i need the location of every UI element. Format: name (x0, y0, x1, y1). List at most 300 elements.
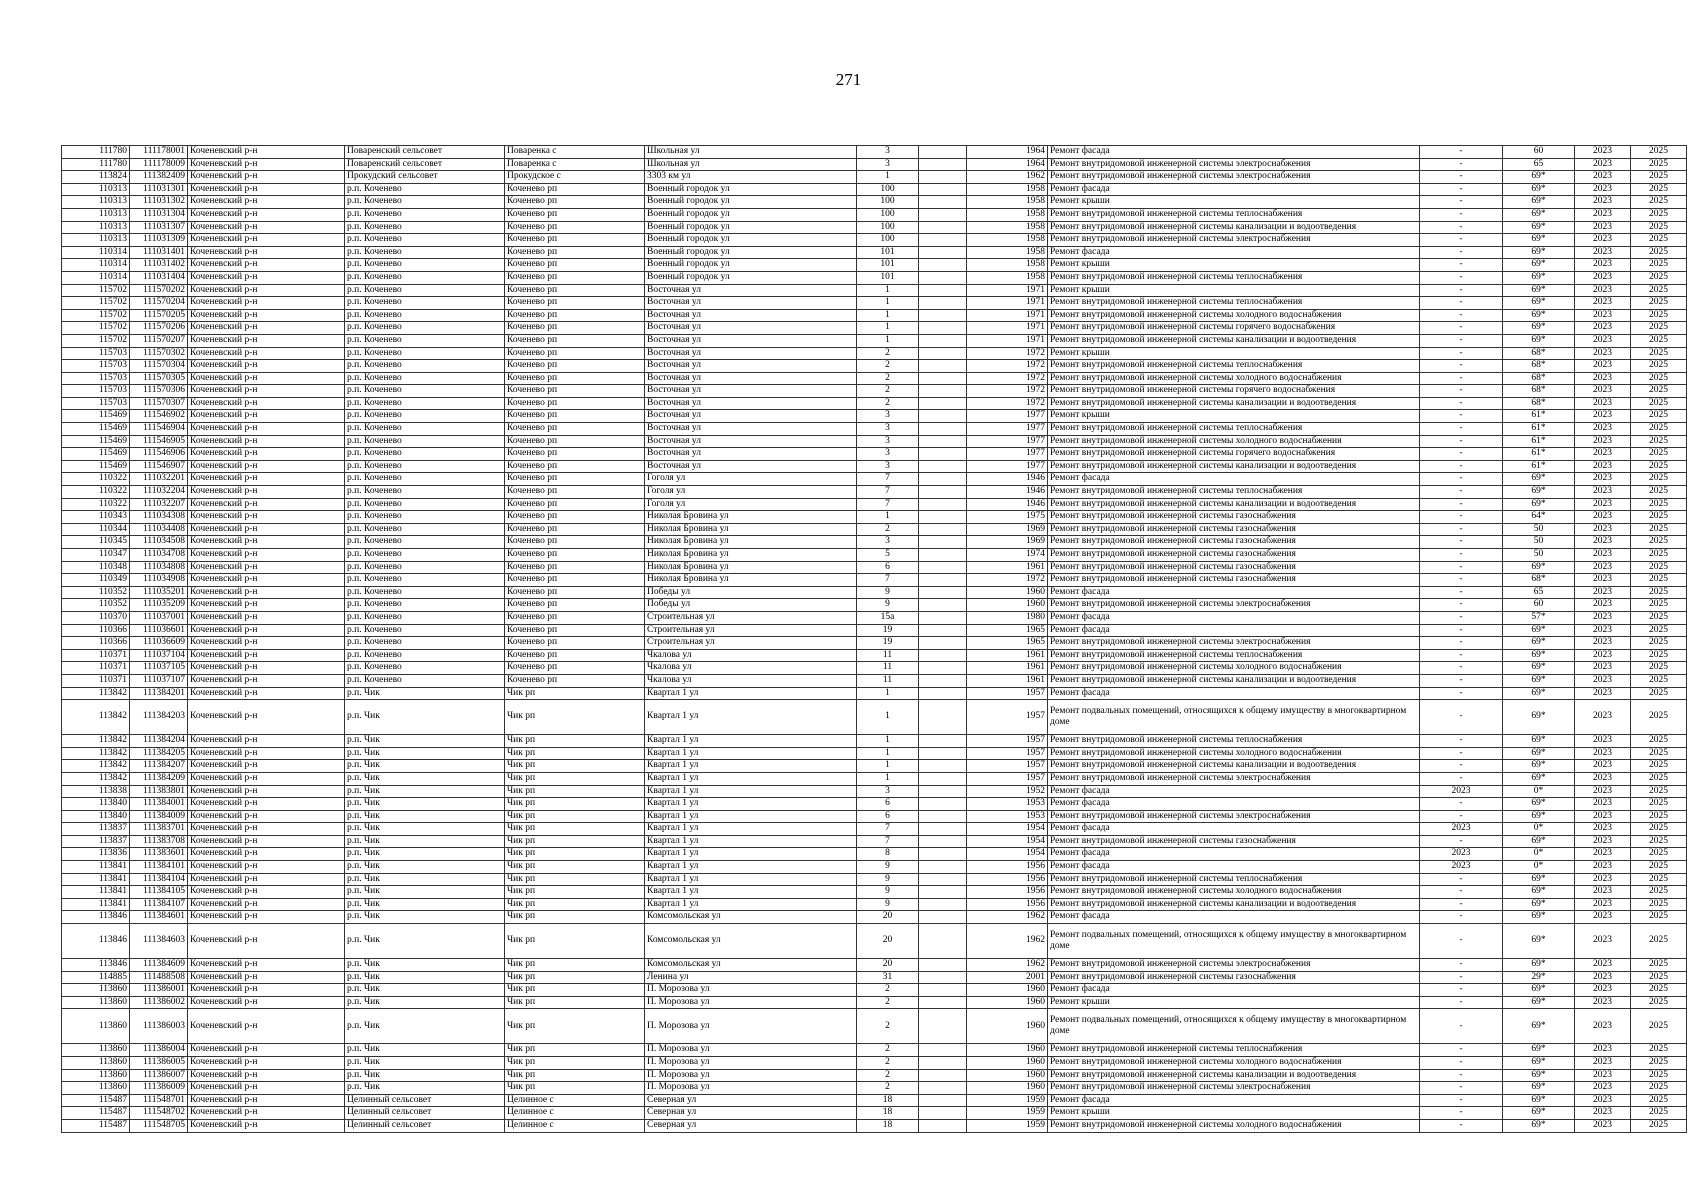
district-cell: Коченевский р-н (188, 536, 345, 549)
table-row (62, 498, 1687, 511)
settlement-cell: Коченево рп (505, 435, 645, 448)
municipality-cell: р.п. Чик (345, 1009, 505, 1044)
house-id-cell: 110347 (62, 549, 130, 562)
settlement-cell: Коченево рп (505, 599, 645, 612)
wear-percent-cell: 69* (1503, 1057, 1575, 1070)
start-year-cell: 2023 (1575, 637, 1631, 650)
work-type-cell: Ремонт внутридомовой инженерной системы канализации и водоотведения (1048, 898, 1420, 911)
building-cell (919, 700, 967, 735)
house-number-cell: 101 (857, 246, 919, 259)
house-number-cell: 101 (857, 259, 919, 272)
start-year-cell: 2023 (1575, 1009, 1631, 1044)
district-cell: Коченевский р-н (188, 785, 345, 798)
start-year-cell: 2023 (1575, 549, 1631, 562)
end-year-cell: 2025 (1631, 158, 1687, 171)
house-number-cell: 18 (857, 1094, 919, 1107)
house-number-cell: 2 (857, 1009, 919, 1044)
work-type-cell: Ремонт внутридомовой инженерной системы электроснабжения (1048, 772, 1420, 785)
building-cell (919, 473, 967, 486)
house-id-cell: 111780 (62, 158, 130, 171)
house-number-cell: 3 (857, 435, 919, 448)
record-id-cell: 111037105 (130, 662, 188, 675)
municipality-cell: р.п. Коченево (345, 599, 505, 612)
work-type-cell: Ремонт внутридомовой инженерной системы канализации и водоотведения (1048, 674, 1420, 687)
start-year-cell: 2023 (1575, 662, 1631, 675)
completed-year-cell: - (1420, 637, 1503, 650)
building-cell (919, 1082, 967, 1095)
wear-percent-cell: 69* (1503, 747, 1575, 760)
table-row (62, 873, 1687, 886)
record-id-cell: 111037001 (130, 611, 188, 624)
wear-percent-cell: 50 (1503, 523, 1575, 536)
year-built-cell: 1977 (967, 423, 1048, 436)
wear-percent-cell: 61* (1503, 448, 1575, 461)
house-number-cell: 2 (857, 1069, 919, 1082)
start-year-cell: 2023 (1575, 498, 1631, 511)
start-year-cell: 2023 (1575, 848, 1631, 861)
municipality-cell: р.п. Коченево (345, 410, 505, 423)
house-id-cell: 113841 (62, 873, 130, 886)
settlement-cell: Поваренка с (505, 158, 645, 171)
building-cell (919, 911, 967, 924)
record-id-cell: 111031304 (130, 208, 188, 221)
table-row (62, 1044, 1687, 1057)
building-cell (919, 624, 967, 637)
end-year-cell: 2025 (1631, 183, 1687, 196)
record-id-cell: 111032204 (130, 486, 188, 499)
year-built-cell: 1972 (967, 397, 1048, 410)
table-row (62, 1069, 1687, 1082)
year-built-cell: 1960 (967, 1044, 1048, 1057)
house-number-cell: 101 (857, 271, 919, 284)
work-type-cell: Ремонт внутридомовой инженерной системы горячего водоснабжения (1048, 385, 1420, 398)
wear-percent-cell: 69* (1503, 1044, 1575, 1057)
record-id-cell: 111035201 (130, 586, 188, 599)
wear-percent-cell: 68* (1503, 347, 1575, 360)
wear-percent-cell: 69* (1503, 284, 1575, 297)
year-built-cell: 1958 (967, 234, 1048, 247)
end-year-cell: 2025 (1631, 574, 1687, 587)
district-cell: Коченевский р-н (188, 760, 345, 773)
end-year-cell: 2025 (1631, 309, 1687, 322)
wear-percent-cell: 50 (1503, 549, 1575, 562)
street-cell: Строительная ул (645, 611, 857, 624)
municipality-cell: р.п. Чик (345, 798, 505, 811)
start-year-cell: 2023 (1575, 674, 1631, 687)
table-row (62, 397, 1687, 410)
start-year-cell: 2023 (1575, 1119, 1631, 1132)
wear-percent-cell: 69* (1503, 911, 1575, 924)
house-number-cell: 1 (857, 700, 919, 735)
building-cell (919, 171, 967, 184)
street-cell: Чкалова ул (645, 674, 857, 687)
record-id-cell: 111488508 (130, 971, 188, 984)
year-built-cell: 1954 (967, 848, 1048, 861)
municipality-cell: р.п. Чик (345, 772, 505, 785)
work-type-cell: Ремонт внутридомовой инженерной системы электроснабжения (1048, 959, 1420, 972)
municipality-cell: р.п. Чик (345, 835, 505, 848)
building-cell (919, 1057, 967, 1070)
table-row (62, 297, 1687, 310)
record-id-cell: 111570207 (130, 334, 188, 347)
district-cell: Коченевский р-н (188, 448, 345, 461)
wear-percent-cell: 69* (1503, 760, 1575, 773)
house-id-cell: 113860 (62, 1044, 130, 1057)
year-built-cell: 1960 (967, 996, 1048, 1009)
settlement-cell: Чик рп (505, 760, 645, 773)
district-cell: Коченевский р-н (188, 823, 345, 836)
table-row (62, 208, 1687, 221)
year-built-cell: 1960 (967, 1082, 1048, 1095)
work-type-cell: Ремонт внутридомовой инженерной системы электроснабжения (1048, 158, 1420, 171)
table-row (62, 523, 1687, 536)
wear-percent-cell: 65 (1503, 586, 1575, 599)
completed-year-cell: - (1420, 1082, 1503, 1095)
work-type-cell: Ремонт подвальных помещений, относящихся к общему имуществу в многоквартирном доме (1048, 924, 1420, 959)
building-cell (919, 511, 967, 524)
settlement-cell: Коченево рп (505, 624, 645, 637)
wear-percent-cell: 69* (1503, 835, 1575, 848)
district-cell: Коченевский р-н (188, 637, 345, 650)
year-built-cell: 1956 (967, 886, 1048, 899)
completed-year-cell: - (1420, 309, 1503, 322)
year-built-cell: 1957 (967, 772, 1048, 785)
district-cell: Коченевский р-н (188, 259, 345, 272)
completed-year-cell: - (1420, 959, 1503, 972)
building-cell (919, 246, 967, 259)
end-year-cell: 2025 (1631, 486, 1687, 499)
year-built-cell: 1953 (967, 810, 1048, 823)
street-cell: Восточная ул (645, 297, 857, 310)
table-row (62, 835, 1687, 848)
completed-year-cell: - (1420, 460, 1503, 473)
start-year-cell: 2023 (1575, 385, 1631, 398)
record-id-cell: 111546907 (130, 460, 188, 473)
completed-year-cell: - (1420, 196, 1503, 209)
end-year-cell: 2025 (1631, 785, 1687, 798)
district-cell: Коченевский р-н (188, 911, 345, 924)
district-cell: Коченевский р-н (188, 284, 345, 297)
table-row (62, 861, 1687, 874)
completed-year-cell: - (1420, 221, 1503, 234)
table-row (62, 372, 1687, 385)
house-id-cell: 113838 (62, 785, 130, 798)
house-number-cell: 9 (857, 586, 919, 599)
wear-percent-cell: 68* (1503, 397, 1575, 410)
end-year-cell: 2025 (1631, 674, 1687, 687)
district-cell: Коченевский р-н (188, 984, 345, 997)
record-id-cell: 111031402 (130, 259, 188, 272)
street-cell: Школьная ул (645, 146, 857, 159)
house-number-cell: 100 (857, 234, 919, 247)
house-number-cell: 3 (857, 423, 919, 436)
work-type-cell: Ремонт подвальных помещений, относящихся к общему имуществу в многоквартирном доме (1048, 700, 1420, 735)
completed-year-cell: - (1420, 798, 1503, 811)
record-id-cell: 111384101 (130, 861, 188, 874)
record-id-cell: 111383601 (130, 848, 188, 861)
completed-year-cell: - (1420, 549, 1503, 562)
year-built-cell: 1962 (967, 924, 1048, 959)
start-year-cell: 2023 (1575, 397, 1631, 410)
end-year-cell: 2025 (1631, 397, 1687, 410)
house-id-cell: 113840 (62, 798, 130, 811)
table-row (62, 700, 1687, 735)
house-number-cell: 7 (857, 473, 919, 486)
table-row (62, 984, 1687, 997)
settlement-cell: Целинное с (505, 1107, 645, 1120)
table-row (62, 911, 1687, 924)
work-type-cell: Ремонт внутридомовой инженерной системы горячего водоснабжения (1048, 448, 1420, 461)
record-id-cell: 111037104 (130, 649, 188, 662)
table-row (62, 687, 1687, 700)
end-year-cell: 2025 (1631, 1044, 1687, 1057)
wear-percent-cell: 50 (1503, 536, 1575, 549)
building-cell (919, 1107, 967, 1120)
end-year-cell: 2025 (1631, 410, 1687, 423)
table-row (62, 410, 1687, 423)
end-year-cell: 2025 (1631, 259, 1687, 272)
settlement-cell: Коченево рп (505, 549, 645, 562)
table-row (62, 284, 1687, 297)
street-cell: Военный городок ул (645, 259, 857, 272)
settlement-cell: Коченево рп (505, 309, 645, 322)
end-year-cell: 2025 (1631, 611, 1687, 624)
year-built-cell: 1972 (967, 360, 1048, 373)
work-type-cell: Ремонт внутридомовой инженерной системы холодного водоснабжения (1048, 1119, 1420, 1132)
end-year-cell: 2025 (1631, 599, 1687, 612)
municipality-cell: р.п. Коченево (345, 637, 505, 650)
wear-percent-cell: 69* (1503, 873, 1575, 886)
district-cell: Коченевский р-н (188, 309, 345, 322)
settlement-cell: Чик рп (505, 735, 645, 748)
wear-percent-cell: 69* (1503, 886, 1575, 899)
street-cell: Квартал 1 ул (645, 747, 857, 760)
municipality-cell: р.п. Коченево (345, 309, 505, 322)
year-built-cell: 1958 (967, 183, 1048, 196)
wear-percent-cell: 68* (1503, 372, 1575, 385)
completed-year-cell: - (1420, 873, 1503, 886)
house-id-cell: 113841 (62, 861, 130, 874)
municipality-cell: р.п. Чик (345, 760, 505, 773)
municipality-cell: р.п. Чик (345, 810, 505, 823)
district-cell: Коченевский р-н (188, 372, 345, 385)
table-row (62, 574, 1687, 587)
completed-year-cell: - (1420, 246, 1503, 259)
completed-year-cell: - (1420, 1094, 1503, 1107)
completed-year-cell: - (1420, 423, 1503, 436)
table-row (62, 624, 1687, 637)
building-cell (919, 183, 967, 196)
street-cell: Квартал 1 ул (645, 798, 857, 811)
completed-year-cell: - (1420, 146, 1503, 159)
street-cell: Восточная ул (645, 435, 857, 448)
end-year-cell: 2025 (1631, 208, 1687, 221)
house-id-cell: 115702 (62, 322, 130, 335)
municipality-cell: р.п. Коченево (345, 586, 505, 599)
street-cell: Квартал 1 ул (645, 700, 857, 735)
district-cell: Коченевский р-н (188, 208, 345, 221)
end-year-cell: 2025 (1631, 246, 1687, 259)
district-cell: Коченевский р-н (188, 234, 345, 247)
completed-year-cell: - (1420, 410, 1503, 423)
record-id-cell: 111386004 (130, 1044, 188, 1057)
completed-year-cell: - (1420, 183, 1503, 196)
street-cell: Квартал 1 ул (645, 861, 857, 874)
street-cell: Восточная ул (645, 334, 857, 347)
building-cell (919, 861, 967, 874)
street-cell: Николая Бровина ул (645, 511, 857, 524)
municipality-cell: р.п. Коченево (345, 246, 505, 259)
table-row (62, 971, 1687, 984)
year-built-cell: 1956 (967, 873, 1048, 886)
start-year-cell: 2023 (1575, 221, 1631, 234)
record-id-cell: 111031401 (130, 246, 188, 259)
house-number-cell: 2 (857, 385, 919, 398)
table-row (62, 823, 1687, 836)
year-built-cell: 1977 (967, 460, 1048, 473)
start-year-cell: 2023 (1575, 599, 1631, 612)
table-row (62, 898, 1687, 911)
house-number-cell: 1 (857, 511, 919, 524)
house-id-cell: 110322 (62, 486, 130, 499)
house-number-cell: 11 (857, 649, 919, 662)
record-id-cell: 111178009 (130, 158, 188, 171)
work-type-cell: Ремонт внутридомовой инженерной системы газоснабжения (1048, 835, 1420, 848)
municipality-cell: р.п. Коченево (345, 549, 505, 562)
end-year-cell: 2025 (1631, 984, 1687, 997)
building-cell (919, 924, 967, 959)
municipality-cell: р.п. Коченево (345, 385, 505, 398)
year-built-cell: 1977 (967, 435, 1048, 448)
district-cell: Коченевский р-н (188, 183, 345, 196)
house-id-cell: 113860 (62, 1082, 130, 1095)
end-year-cell: 2025 (1631, 146, 1687, 159)
start-year-cell: 2023 (1575, 536, 1631, 549)
end-year-cell: 2025 (1631, 385, 1687, 398)
building-cell (919, 372, 967, 385)
record-id-cell: 111546906 (130, 448, 188, 461)
start-year-cell: 2023 (1575, 423, 1631, 436)
start-year-cell: 2023 (1575, 486, 1631, 499)
work-type-cell: Ремонт внутридомовой инженерной системы канализации и водоотведения (1048, 460, 1420, 473)
street-cell: Строительная ул (645, 637, 857, 650)
street-cell: Восточная ул (645, 360, 857, 373)
record-id-cell: 111546902 (130, 410, 188, 423)
completed-year-cell: - (1420, 448, 1503, 461)
district-cell: Коченевский р-н (188, 385, 345, 398)
table-row (62, 309, 1687, 322)
settlement-cell: Чик рп (505, 1069, 645, 1082)
table-row (62, 662, 1687, 675)
house-number-cell: 5 (857, 549, 919, 562)
table-row (62, 561, 1687, 574)
wear-percent-cell: 68* (1503, 385, 1575, 398)
table-row (62, 1082, 1687, 1095)
end-year-cell: 2025 (1631, 1069, 1687, 1082)
house-id-cell: 110366 (62, 637, 130, 650)
end-year-cell: 2025 (1631, 234, 1687, 247)
district-cell: Коченевский р-н (188, 649, 345, 662)
municipality-cell: р.п. Коченево (345, 271, 505, 284)
year-built-cell: 1959 (967, 1107, 1048, 1120)
street-cell: Северная ул (645, 1107, 857, 1120)
street-cell: Квартал 1 ул (645, 760, 857, 773)
building-cell (919, 284, 967, 297)
end-year-cell: 2025 (1631, 959, 1687, 972)
settlement-cell: Чик рп (505, 898, 645, 911)
record-id-cell: 111034908 (130, 574, 188, 587)
municipality-cell: р.п. Коченево (345, 624, 505, 637)
work-type-cell: Ремонт фасада (1048, 611, 1420, 624)
work-type-cell: Ремонт внутридомовой инженерной системы канализации и водоотведения (1048, 334, 1420, 347)
district-cell: Коченевский р-н (188, 435, 345, 448)
year-built-cell: 1961 (967, 662, 1048, 675)
end-year-cell: 2025 (1631, 1094, 1687, 1107)
municipality-cell: р.п. Коченево (345, 460, 505, 473)
work-type-cell: Ремонт фасада (1048, 911, 1420, 924)
table-row (62, 996, 1687, 1009)
table-row (62, 423, 1687, 436)
end-year-cell: 2025 (1631, 772, 1687, 785)
building-cell (919, 848, 967, 861)
completed-year-cell: - (1420, 523, 1503, 536)
street-cell: Восточная ул (645, 385, 857, 398)
house-id-cell: 110322 (62, 498, 130, 511)
year-built-cell: 1958 (967, 271, 1048, 284)
record-id-cell: 111570302 (130, 347, 188, 360)
end-year-cell: 2025 (1631, 372, 1687, 385)
work-type-cell: Ремонт внутридомовой инженерной системы теплоснабжения (1048, 1044, 1420, 1057)
settlement-cell: Коченево рп (505, 523, 645, 536)
municipality-cell: Целинный сельсовет (345, 1119, 505, 1132)
completed-year-cell: 2023 (1420, 785, 1503, 798)
building-cell (919, 959, 967, 972)
house-id-cell: 113860 (62, 1057, 130, 1070)
district-cell: Коченевский р-н (188, 747, 345, 760)
wear-percent-cell: 69* (1503, 1009, 1575, 1044)
table-row (62, 747, 1687, 760)
street-cell: Школьная ул (645, 158, 857, 171)
district-cell: Коченевский р-н (188, 297, 345, 310)
house-id-cell: 113842 (62, 772, 130, 785)
completed-year-cell: - (1420, 208, 1503, 221)
year-built-cell: 1956 (967, 861, 1048, 874)
table-row (62, 183, 1687, 196)
record-id-cell: 111031301 (130, 183, 188, 196)
end-year-cell: 2025 (1631, 835, 1687, 848)
completed-year-cell: - (1420, 662, 1503, 675)
completed-year-cell: - (1420, 322, 1503, 335)
end-year-cell: 2025 (1631, 971, 1687, 984)
wear-percent-cell: 57* (1503, 611, 1575, 624)
completed-year-cell: - (1420, 1119, 1503, 1132)
building-cell (919, 334, 967, 347)
street-cell: Северная ул (645, 1094, 857, 1107)
year-built-cell: 1962 (967, 171, 1048, 184)
work-type-cell: Ремонт фасада (1048, 687, 1420, 700)
municipality-cell: р.п. Коченево (345, 611, 505, 624)
end-year-cell: 2025 (1631, 473, 1687, 486)
settlement-cell: Целинное с (505, 1119, 645, 1132)
record-id-cell: 111548705 (130, 1119, 188, 1132)
settlement-cell: Чик рп (505, 835, 645, 848)
completed-year-cell: - (1420, 1009, 1503, 1044)
start-year-cell: 2023 (1575, 760, 1631, 773)
work-type-cell: Ремонт крыши (1048, 347, 1420, 360)
street-cell: Северная ул (645, 1119, 857, 1132)
house-id-cell: 115703 (62, 385, 130, 398)
district-cell: Коченевский р-н (188, 735, 345, 748)
